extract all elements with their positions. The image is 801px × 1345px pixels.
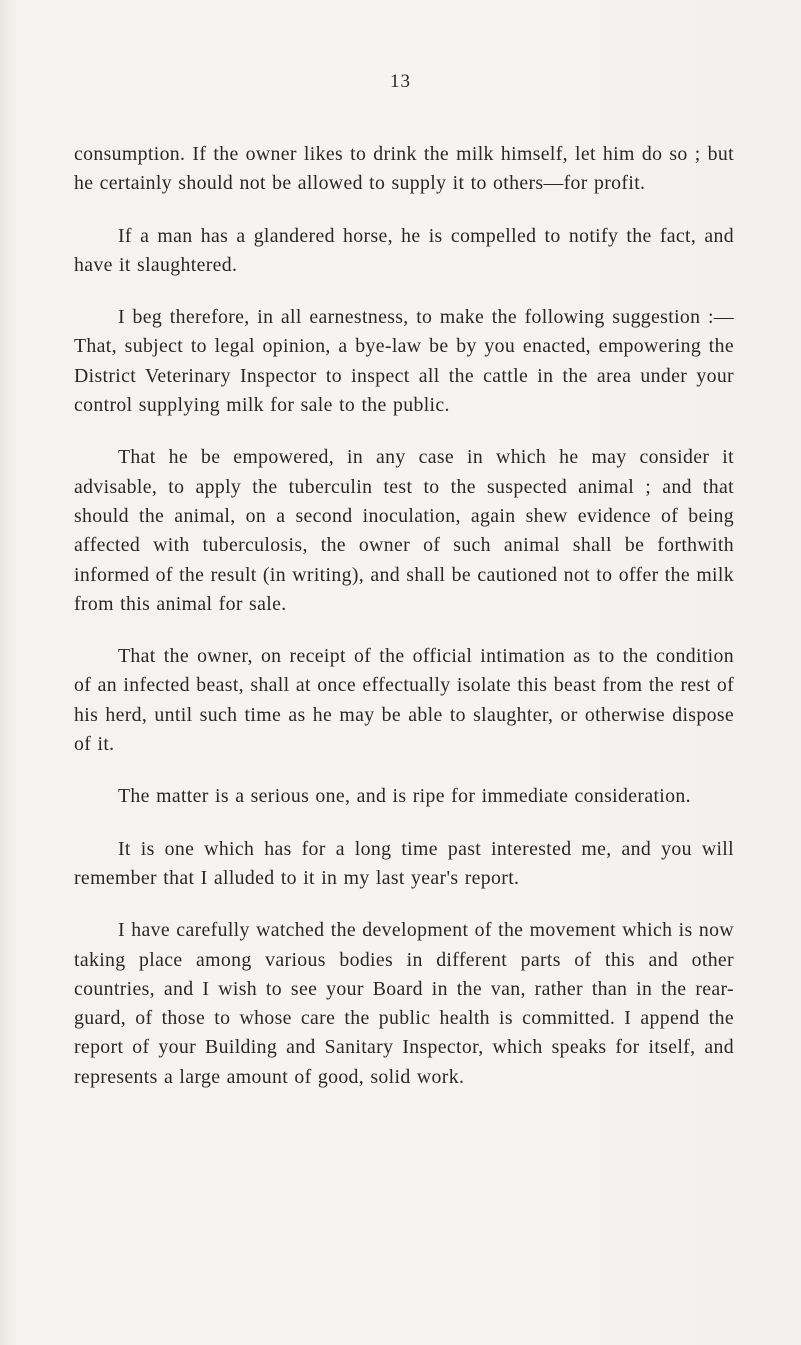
paragraph: If a man has a glandered horse, he is compelled to notify the fact, and have it slaughtered.: [74, 224, 734, 276]
paragraph: I beg therefore, in all earnestness, to make the following suggestion :—That, subject to legal opinion, a bye-law be by you enacted, empowering the District Veterinary Inspector to inspect all the cattle in the area under your control supplying milk for sale to the public.: [74, 306, 734, 417]
paragraph: That he be empowered, in any case in which he may consider it advisable, to apply the tuberculin test to the suspected animal ; and that should the animal, on a second inoculation, again shew evidence of being affected with tuberculosis, the owner of such animal shall be forthwith informed of the result (in writing), and shall be cautioned not to offer the milk from this animal for sale.: [74, 446, 734, 615]
paragraph: That the owner, on receipt of the official intimation as to the condition of an infected beast, shall at once effectually isolate this beast from the rest of his herd, until such time as he may be able to slaughter, or otherwise dispose of it.: [74, 645, 734, 756]
body-text: [74, 140, 734, 1115]
page-number: 13: [390, 71, 411, 92]
paragraph: I have carefully watched the development of the movement which is now taking place among various bodies in different parts of this and other countries, and I wish to see your Board in the van, rather than in the rear-guard, of those to whose care the public health is committed. I append the report of your Building and Sanitary Inspector, which speaks for itself, and represents a large amount of good, solid work.: [74, 919, 734, 1088]
paragraph: consumption. If the owner likes to drink the milk himself, let him do so ; but he certainly should not be allowed to supply it to others—for profit.: [74, 143, 734, 195]
paragraph: The matter is a serious one, and is ripe for immediate consideration.: [118, 785, 691, 808]
paragraph: It is one which has for a long time past interested me, and you will remember that I alluded to it in my last year's report.: [74, 837, 734, 889]
